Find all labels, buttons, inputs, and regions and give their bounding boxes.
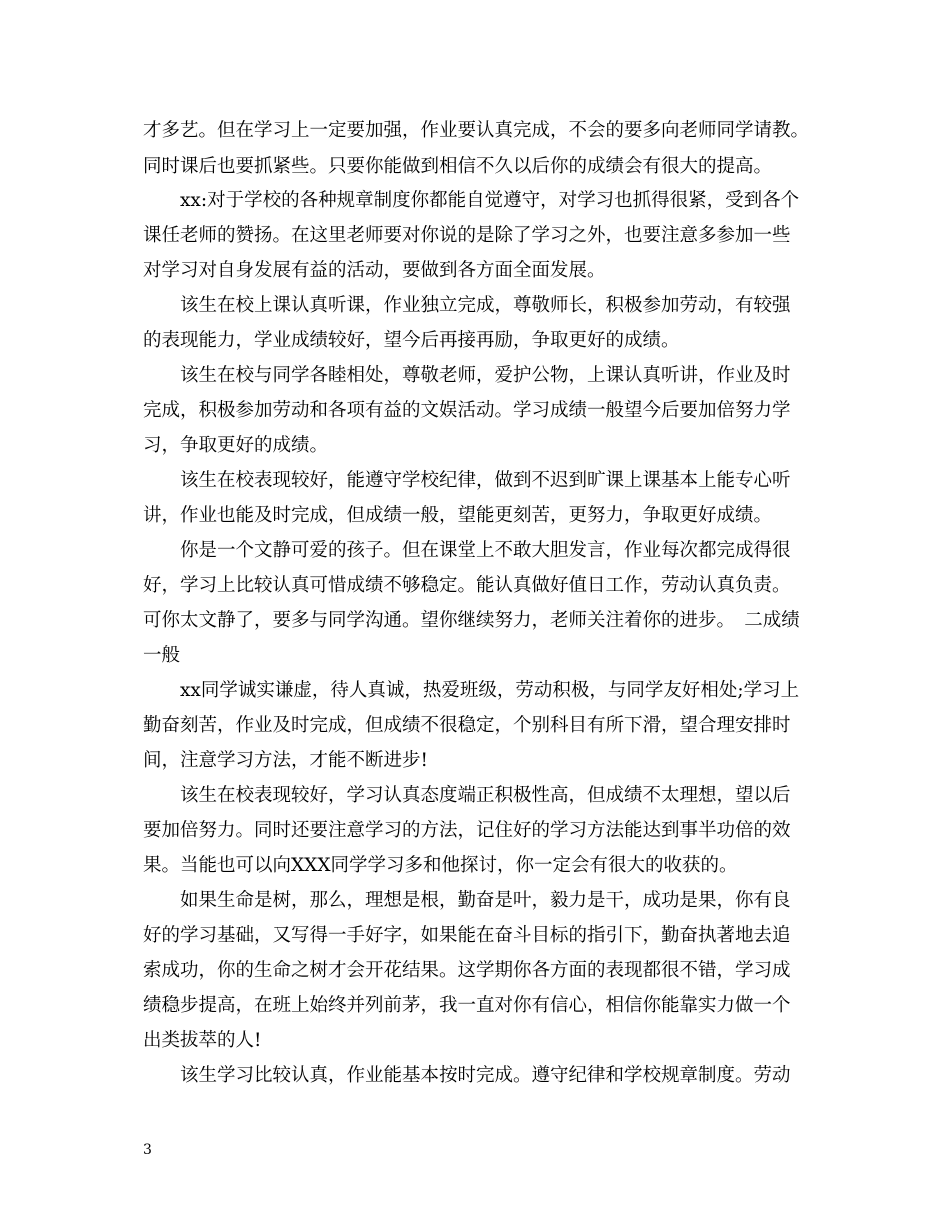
text-line: 间，注意学习方法，才能不断进步!	[143, 750, 428, 771]
text-line: 该生在校表现较好，学习认真态度端正积极性高，但成绩不太理想，望以后	[143, 785, 791, 806]
text-line: 出类拔萃的人!	[143, 1030, 262, 1051]
text-line: 同时课后也要抓紧些。只要你能做到相信不久以后你的成绩会有很大的提高。	[143, 156, 773, 177]
text-line: 习，争取更好的成绩。	[143, 435, 329, 456]
text-line: 好的学习基础，又写得一手好字，如果能在奋斗目标的指引下，勤奋执著地去追	[143, 925, 791, 946]
page-number: 3	[143, 1142, 152, 1158]
text-line: 一般	[143, 645, 181, 666]
text-line: 该生学习比较认真，作业能基本按时完成。遵守纪律和学校规章制度。劳动	[143, 1065, 791, 1086]
text-line: 该生在校表现较好，能遵守学校纪律，做到不迟到旷课上课基本上能专心听	[143, 470, 791, 491]
text-line: 才多艺。但在学习上一定要加强，作业要认真完成，不会的要多向老师同学请教。	[143, 120, 810, 141]
text-line: 勤奋刻苦，作业及时完成，但成绩不很稳定，个别科目有所下滑，望合理安排时	[143, 715, 791, 736]
text-line: 要加倍努力。同时还要注意学习的方法，记住好的学习方法能达到事半功倍的效	[143, 820, 791, 841]
text-line: 该生在校与同学各睦相处，尊敬老师，爱护公物，上课认真听讲，作业及时	[143, 365, 791, 386]
text-line: 绩稳步提高，在班上始终并列前茅，我一直对你有信心，相信你能靠实力做一个	[143, 995, 791, 1016]
text-line: 如果生命是树，那么，理想是根，勤奋是叶，毅力是干，成功是果，你有良	[143, 890, 791, 911]
text-line: 好，学习上比较认真可惜成绩不够稳定。能认真做好值日工作，劳动认真负责。	[143, 575, 791, 596]
text-line: 讲，作业也能及时完成，但成绩一般，望能更刻苦，更努力，争取更好成绩。	[143, 505, 773, 526]
text-line: xx同学诚实谦虚，待人真诚，热爱班级，劳动积极，与同学友好相处;学习上	[143, 680, 800, 701]
text-line: 对学习对自身发展有益的活动，要做到各方面全面发展。	[143, 260, 606, 281]
text-line: 课任老师的赞扬。在这里老师要对你说的是除了学习之外，也要注意多参加一些	[143, 225, 791, 246]
text-line: xx:对于学校的各种规章制度你都能自觉遵守，对学习也抓得很紧，受到各个	[143, 190, 800, 211]
text-line: 可你太文静了，要多与同学沟通。望你继续努力，老师关注着你的进步。 二成绩	[143, 610, 800, 631]
text-line: 索成功，你的生命之树才会开花结果。这学期你各方面的表现都很不错，学习成	[143, 960, 791, 981]
text-line: 完成，积极参加劳动和各项有益的文娱活动。学习成绩一般望今后要加倍努力学	[143, 400, 791, 421]
text-line: 的表现能力，学业成绩较好，望今后再接再励，争取更好的成绩。	[143, 330, 680, 351]
text-line: 果。当能也可以向XXX同学学习多和他探讨，你一定会有很大的收获的。	[143, 855, 738, 876]
text-line: 你是一个文静可爱的孩子。但在课堂上不敢大胆发言，作业每次都完成得很	[143, 540, 791, 561]
text-line: 该生在校上课认真听课，作业独立完成，尊敬师长，积极参加劳动，有较强	[143, 295, 791, 316]
